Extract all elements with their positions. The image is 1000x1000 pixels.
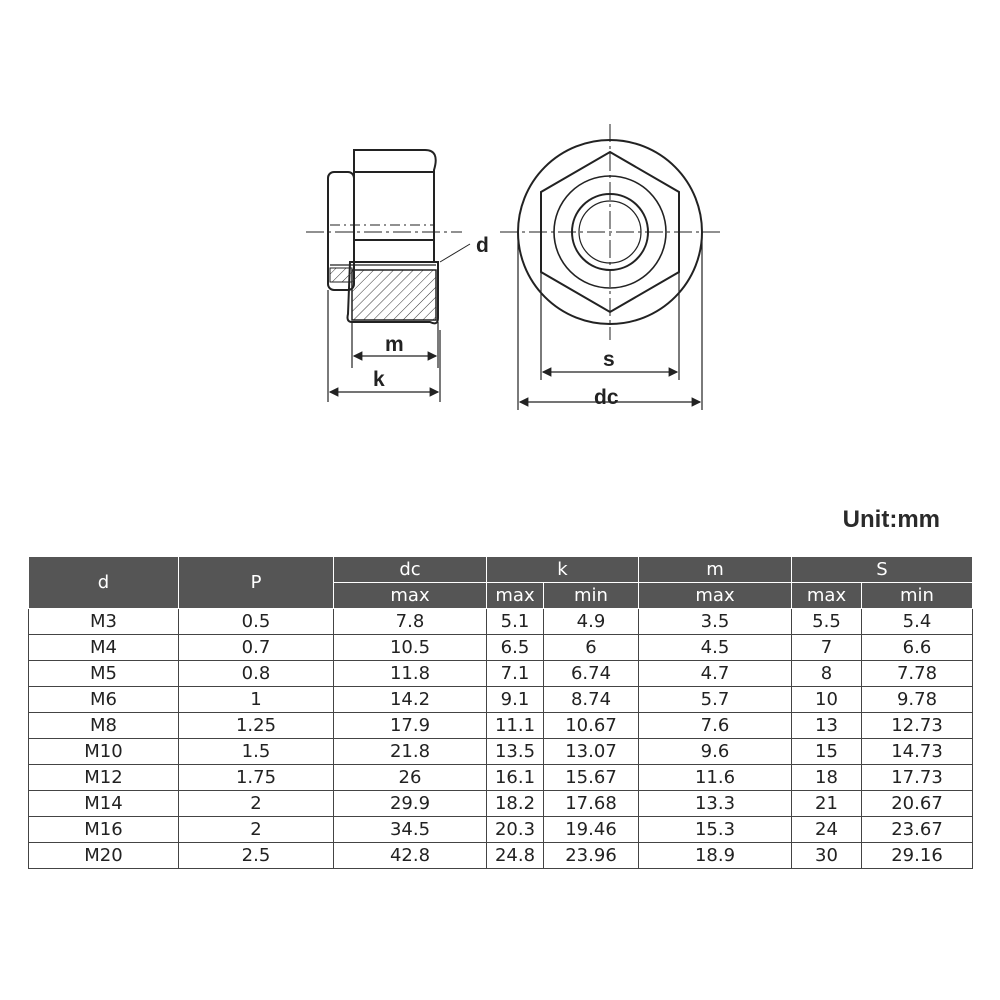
table-row — [29, 765, 973, 791]
table-row — [29, 817, 973, 843]
cell-s-min: 5.4 — [862, 609, 973, 635]
sub-header-dc-max: max — [334, 583, 487, 609]
cell-m-max: 13.3 — [639, 791, 792, 817]
cell-k-min: 13.07 — [544, 739, 639, 765]
cell-dc-max: 14.2 — [334, 687, 487, 713]
group-header-row — [29, 557, 973, 583]
table-row — [29, 609, 973, 635]
cell-d: M20 — [29, 843, 179, 869]
cell-k-max: 9.1 — [487, 687, 544, 713]
cell-dc-max: 29.9 — [334, 791, 487, 817]
cell-p: 1.75 — [179, 765, 334, 791]
cell-dc-max: 34.5 — [334, 817, 487, 843]
table-row — [29, 739, 973, 765]
cell-k-max: 24.8 — [487, 843, 544, 869]
cell-m-max: 11.6 — [639, 765, 792, 791]
dc-label: dc — [594, 386, 619, 409]
cell-s-max: 15 — [792, 739, 862, 765]
cell-dc-max: 10.5 — [334, 635, 487, 661]
table-row — [29, 791, 973, 817]
cell-d: M14 — [29, 791, 179, 817]
cell-k-max: 13.5 — [487, 739, 544, 765]
cell-d: M3 — [29, 609, 179, 635]
cell-s-max: 18 — [792, 765, 862, 791]
header-s: S — [792, 557, 973, 583]
cell-dc-max: 7.8 — [334, 609, 487, 635]
cell-k-min: 17.68 — [544, 791, 639, 817]
cell-p: 2 — [179, 817, 334, 843]
cell-m-max: 15.3 — [639, 817, 792, 843]
cell-m-max: 3.5 — [639, 609, 792, 635]
cell-p: 1.5 — [179, 739, 334, 765]
cell-dc-max: 17.9 — [334, 713, 487, 739]
cell-d: M6 — [29, 687, 179, 713]
sub-header-k-max: max — [487, 583, 544, 609]
cell-k-min: 6 — [544, 635, 639, 661]
sub-header-s-max: max — [792, 583, 862, 609]
cell-k-max: 7.1 — [487, 661, 544, 687]
table-row — [29, 713, 973, 739]
nut-top-view — [500, 124, 720, 340]
cell-k-min: 23.96 — [544, 843, 639, 869]
k-label: k — [373, 368, 385, 391]
cell-s-min: 7.78 — [862, 661, 973, 687]
header-m: m — [639, 557, 792, 583]
cell-s-min: 14.73 — [862, 739, 973, 765]
table-row — [29, 843, 973, 869]
cell-dc-max: 42.8 — [334, 843, 487, 869]
cell-s-min: 9.78 — [862, 687, 973, 713]
sub-header-s-min: min — [862, 583, 973, 609]
nut-technical-drawing — [0, 0, 1000, 470]
cell-s-min: 29.16 — [862, 843, 973, 869]
cell-k-max: 18.2 — [487, 791, 544, 817]
cell-d: M10 — [29, 739, 179, 765]
cell-k-max: 6.5 — [487, 635, 544, 661]
cell-dc-max: 21.8 — [334, 739, 487, 765]
cell-k-min: 10.67 — [544, 713, 639, 739]
cell-dc-max: 26 — [334, 765, 487, 791]
cell-p: 1 — [179, 687, 334, 713]
cell-s-max: 21 — [792, 791, 862, 817]
cell-d: M4 — [29, 635, 179, 661]
table-body — [29, 609, 973, 869]
dimension-table — [28, 556, 973, 869]
nut-side-view — [306, 150, 470, 323]
sub-header-m-max: max — [639, 583, 792, 609]
cell-p: 2.5 — [179, 843, 334, 869]
cell-p: 0.7 — [179, 635, 334, 661]
cell-d: M16 — [29, 817, 179, 843]
header-p: P — [179, 557, 334, 609]
cell-s-max: 5.5 — [792, 609, 862, 635]
cell-p: 0.5 — [179, 609, 334, 635]
cell-dc-max: 11.8 — [334, 661, 487, 687]
cell-k-max: 16.1 — [487, 765, 544, 791]
cell-s-min: 6.6 — [862, 635, 973, 661]
cell-k-min: 19.46 — [544, 817, 639, 843]
cell-p: 2 — [179, 791, 334, 817]
cell-k-min: 15.67 — [544, 765, 639, 791]
sub-header-k-min: min — [544, 583, 639, 609]
cell-d: M5 — [29, 661, 179, 687]
cell-s-max: 30 — [792, 843, 862, 869]
cell-s-max: 8 — [792, 661, 862, 687]
cell-p: 0.8 — [179, 661, 334, 687]
cell-s-min: 20.67 — [862, 791, 973, 817]
d-label: d — [476, 234, 489, 257]
header-dc: dc — [334, 557, 487, 583]
cell-s-max: 24 — [792, 817, 862, 843]
header-d: d — [29, 557, 179, 609]
cell-d: M12 — [29, 765, 179, 791]
cell-m-max: 9.6 — [639, 739, 792, 765]
m-label: m — [385, 333, 404, 356]
cell-s-max: 13 — [792, 713, 862, 739]
table-row — [29, 687, 973, 713]
cell-k-max: 11.1 — [487, 713, 544, 739]
cell-k-max: 5.1 — [487, 609, 544, 635]
header-k: k — [487, 557, 639, 583]
cell-m-max: 18.9 — [639, 843, 792, 869]
unit-label: Unit:mm — [842, 506, 940, 533]
cell-s-max: 10 — [792, 687, 862, 713]
cell-p: 1.25 — [179, 713, 334, 739]
cell-s-min: 17.73 — [862, 765, 973, 791]
cell-s-max: 7 — [792, 635, 862, 661]
cell-k-max: 20.3 — [487, 817, 544, 843]
table-row — [29, 635, 973, 661]
cell-d: M8 — [29, 713, 179, 739]
cell-s-min: 23.67 — [862, 817, 973, 843]
cell-k-min: 6.74 — [544, 661, 639, 687]
table-row — [29, 661, 973, 687]
s-label: s — [603, 348, 615, 371]
cell-m-max: 7.6 — [639, 713, 792, 739]
cell-m-max: 5.7 — [639, 687, 792, 713]
cell-k-min: 8.74 — [544, 687, 639, 713]
cell-k-min: 4.9 — [544, 609, 639, 635]
cell-m-max: 4.7 — [639, 661, 792, 687]
cell-s-min: 12.73 — [862, 713, 973, 739]
cell-m-max: 4.5 — [639, 635, 792, 661]
